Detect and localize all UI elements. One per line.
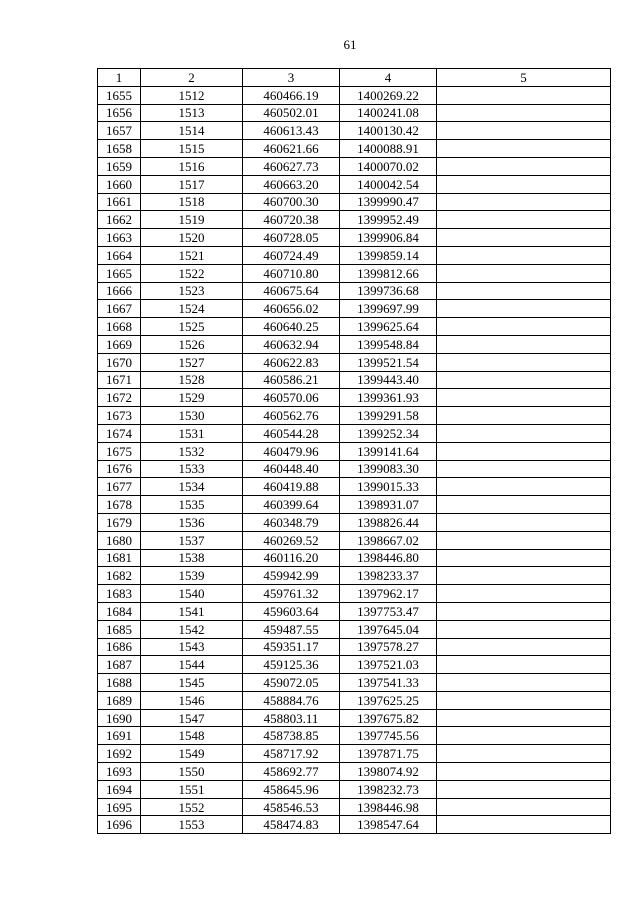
cell-note — [437, 780, 611, 798]
cell-point-number: 1696 — [98, 816, 141, 834]
cell-note — [437, 335, 611, 353]
cell-index: 1550 — [141, 763, 243, 781]
cell-y-coordinate: 1399906.84 — [340, 229, 437, 247]
table-row — [98, 318, 611, 336]
cell-point-number: 1660 — [98, 175, 141, 193]
cell-point-number: 1674 — [98, 424, 141, 442]
cell-point-number: 1666 — [98, 282, 141, 300]
cell-x-coordinate: 460700.30 — [243, 193, 340, 211]
cell-y-coordinate: 1399548.84 — [340, 335, 437, 353]
table-row — [98, 816, 611, 834]
cell-index: 1540 — [141, 585, 243, 603]
cell-y-coordinate: 1399990.47 — [340, 193, 437, 211]
cell-x-coordinate: 458546.53 — [243, 798, 340, 816]
column-header-2: 2 — [141, 69, 243, 87]
cell-y-coordinate: 1399736.68 — [340, 282, 437, 300]
cell-index: 1514 — [141, 122, 243, 140]
column-header-1: 1 — [98, 69, 141, 87]
cell-y-coordinate: 1399859.14 — [340, 246, 437, 264]
cell-note — [437, 691, 611, 709]
table-row — [98, 745, 611, 763]
cell-y-coordinate: 1397745.56 — [340, 727, 437, 745]
cell-point-number: 1658 — [98, 140, 141, 158]
cell-note — [437, 620, 611, 638]
cell-y-coordinate: 1398826.44 — [340, 513, 437, 531]
table-row — [98, 193, 611, 211]
cell-point-number: 1692 — [98, 745, 141, 763]
cell-point-number: 1686 — [98, 638, 141, 656]
cell-x-coordinate: 459487.55 — [243, 620, 340, 638]
cell-note — [437, 282, 611, 300]
cell-point-number: 1671 — [98, 371, 141, 389]
cell-point-number: 1679 — [98, 513, 141, 531]
table-row — [98, 264, 611, 282]
cell-index: 1536 — [141, 513, 243, 531]
cell-y-coordinate: 1398446.80 — [340, 549, 437, 567]
cell-x-coordinate: 458474.83 — [243, 816, 340, 834]
cell-index: 1544 — [141, 656, 243, 674]
cell-y-coordinate: 1400241.08 — [340, 104, 437, 122]
table-row — [98, 691, 611, 709]
cell-y-coordinate: 1399443.40 — [340, 371, 437, 389]
table-row — [98, 211, 611, 229]
cell-y-coordinate: 1400070.02 — [340, 157, 437, 175]
cell-x-coordinate: 460570.06 — [243, 389, 340, 407]
table-row — [98, 656, 611, 674]
cell-y-coordinate: 1400130.42 — [340, 122, 437, 140]
column-header-5: 5 — [437, 69, 611, 87]
cell-x-coordinate: 458645.96 — [243, 780, 340, 798]
cell-x-coordinate: 460544.28 — [243, 424, 340, 442]
cell-x-coordinate: 460622.83 — [243, 353, 340, 371]
cell-index: 1534 — [141, 478, 243, 496]
cell-note — [437, 442, 611, 460]
cell-point-number: 1661 — [98, 193, 141, 211]
cell-note — [437, 140, 611, 158]
cell-x-coordinate: 459125.36 — [243, 656, 340, 674]
cell-note — [437, 798, 611, 816]
table-row — [98, 513, 611, 531]
cell-note — [437, 389, 611, 407]
cell-point-number: 1656 — [98, 104, 141, 122]
table-row — [98, 531, 611, 549]
cell-index: 1525 — [141, 318, 243, 336]
cell-note — [437, 478, 611, 496]
table-row — [98, 335, 611, 353]
table-row — [98, 442, 611, 460]
cell-y-coordinate: 1398667.02 — [340, 531, 437, 549]
cell-y-coordinate: 1398931.07 — [340, 496, 437, 514]
table-row — [98, 549, 611, 567]
table-row — [98, 246, 611, 264]
cell-x-coordinate: 460710.80 — [243, 264, 340, 282]
cell-note — [437, 638, 611, 656]
cell-index: 1533 — [141, 460, 243, 478]
cell-index: 1518 — [141, 193, 243, 211]
table-row — [98, 122, 611, 140]
cell-note — [437, 496, 611, 514]
cell-index: 1517 — [141, 175, 243, 193]
cell-x-coordinate: 458803.11 — [243, 709, 340, 727]
cell-x-coordinate: 459351.17 — [243, 638, 340, 656]
cell-y-coordinate: 1399625.64 — [340, 318, 437, 336]
table-row — [98, 407, 611, 425]
table-row — [98, 567, 611, 585]
cell-x-coordinate: 460448.40 — [243, 460, 340, 478]
column-header-4: 4 — [340, 69, 437, 87]
cell-index: 1546 — [141, 691, 243, 709]
cell-y-coordinate: 1400088.91 — [340, 140, 437, 158]
cell-point-number: 1683 — [98, 585, 141, 603]
cell-note — [437, 229, 611, 247]
cell-index: 1528 — [141, 371, 243, 389]
cell-x-coordinate: 460627.73 — [243, 157, 340, 175]
cell-note — [437, 86, 611, 104]
cell-note — [437, 585, 611, 603]
cell-note — [437, 424, 611, 442]
cell-x-coordinate: 460502.01 — [243, 104, 340, 122]
cell-point-number: 1682 — [98, 567, 141, 585]
cell-y-coordinate: 1397645.04 — [340, 620, 437, 638]
cell-note — [437, 602, 611, 620]
cell-index: 1538 — [141, 549, 243, 567]
table-row — [98, 496, 611, 514]
cell-x-coordinate: 460419.88 — [243, 478, 340, 496]
table-body — [98, 86, 611, 833]
cell-y-coordinate: 1398233.37 — [340, 567, 437, 585]
cell-index: 1516 — [141, 157, 243, 175]
cell-index: 1551 — [141, 780, 243, 798]
cell-point-number: 1695 — [98, 798, 141, 816]
cell-index: 1515 — [141, 140, 243, 158]
cell-index: 1529 — [141, 389, 243, 407]
cell-y-coordinate: 1399361.93 — [340, 389, 437, 407]
cell-point-number: 1684 — [98, 602, 141, 620]
cell-index: 1553 — [141, 816, 243, 834]
cell-index: 1512 — [141, 86, 243, 104]
cell-note — [437, 104, 611, 122]
cell-x-coordinate: 460728.05 — [243, 229, 340, 247]
cell-point-number: 1668 — [98, 318, 141, 336]
cell-x-coordinate: 460656.02 — [243, 300, 340, 318]
cell-index: 1521 — [141, 246, 243, 264]
cell-point-number: 1681 — [98, 549, 141, 567]
cell-point-number: 1663 — [98, 229, 141, 247]
cell-x-coordinate: 460640.25 — [243, 318, 340, 336]
cell-x-coordinate: 458717.92 — [243, 745, 340, 763]
table-row — [98, 478, 611, 496]
cell-point-number: 1657 — [98, 122, 141, 140]
coordinates-table — [97, 68, 611, 834]
cell-note — [437, 175, 611, 193]
table-row — [98, 282, 611, 300]
table-row — [98, 371, 611, 389]
cell-point-number: 1675 — [98, 442, 141, 460]
cell-x-coordinate: 460348.79 — [243, 513, 340, 531]
cell-note — [437, 656, 611, 674]
cell-index: 1539 — [141, 567, 243, 585]
table-row — [98, 175, 611, 193]
cell-index: 1541 — [141, 602, 243, 620]
cell-y-coordinate: 1397675.82 — [340, 709, 437, 727]
cell-note — [437, 549, 611, 567]
cell-x-coordinate: 460466.19 — [243, 86, 340, 104]
cell-point-number: 1687 — [98, 656, 141, 674]
column-header-3: 3 — [243, 69, 340, 87]
cell-index: 1537 — [141, 531, 243, 549]
cell-point-number: 1680 — [98, 531, 141, 549]
cell-point-number: 1667 — [98, 300, 141, 318]
cell-index: 1523 — [141, 282, 243, 300]
table-header-row — [98, 69, 611, 87]
cell-y-coordinate: 1397753.47 — [340, 602, 437, 620]
table-row — [98, 620, 611, 638]
cell-point-number: 1670 — [98, 353, 141, 371]
cell-y-coordinate: 1399291.58 — [340, 407, 437, 425]
cell-note — [437, 193, 611, 211]
cell-x-coordinate: 460621.66 — [243, 140, 340, 158]
table-row — [98, 140, 611, 158]
cell-note — [437, 157, 611, 175]
cell-note — [437, 816, 611, 834]
cell-x-coordinate: 460720.38 — [243, 211, 340, 229]
cell-y-coordinate: 1399697.99 — [340, 300, 437, 318]
cell-point-number: 1673 — [98, 407, 141, 425]
table-row — [98, 353, 611, 371]
table-row — [98, 763, 611, 781]
cell-y-coordinate: 1397962.17 — [340, 585, 437, 603]
cell-y-coordinate: 1397871.75 — [340, 745, 437, 763]
cell-y-coordinate: 1400269.22 — [340, 86, 437, 104]
cell-x-coordinate: 458692.77 — [243, 763, 340, 781]
cell-note — [437, 460, 611, 478]
cell-x-coordinate: 460586.21 — [243, 371, 340, 389]
table-row — [98, 86, 611, 104]
cell-index: 1542 — [141, 620, 243, 638]
table-row — [98, 229, 611, 247]
cell-note — [437, 407, 611, 425]
cell-index: 1549 — [141, 745, 243, 763]
cell-index: 1547 — [141, 709, 243, 727]
cell-note — [437, 531, 611, 549]
table-row — [98, 460, 611, 478]
table-row — [98, 780, 611, 798]
cell-note — [437, 246, 611, 264]
cell-note — [437, 674, 611, 692]
cell-x-coordinate: 460562.76 — [243, 407, 340, 425]
cell-point-number: 1669 — [98, 335, 141, 353]
cell-y-coordinate: 1398547.64 — [340, 816, 437, 834]
cell-point-number: 1694 — [98, 780, 141, 798]
cell-y-coordinate: 1399252.34 — [340, 424, 437, 442]
cell-index: 1531 — [141, 424, 243, 442]
cell-index: 1527 — [141, 353, 243, 371]
cell-point-number: 1672 — [98, 389, 141, 407]
cell-x-coordinate: 458884.76 — [243, 691, 340, 709]
cell-point-number: 1693 — [98, 763, 141, 781]
cell-index: 1526 — [141, 335, 243, 353]
cell-y-coordinate: 1399141.64 — [340, 442, 437, 460]
cell-y-coordinate: 1397625.25 — [340, 691, 437, 709]
cell-point-number: 1665 — [98, 264, 141, 282]
cell-x-coordinate: 460675.64 — [243, 282, 340, 300]
table-row — [98, 638, 611, 656]
cell-note — [437, 513, 611, 531]
cell-note — [437, 567, 611, 585]
cell-x-coordinate: 459072.05 — [243, 674, 340, 692]
cell-y-coordinate: 1397521.03 — [340, 656, 437, 674]
cell-x-coordinate: 460479.96 — [243, 442, 340, 460]
cell-y-coordinate: 1398446.98 — [340, 798, 437, 816]
cell-x-coordinate: 460269.52 — [243, 531, 340, 549]
table-row — [98, 727, 611, 745]
table-row — [98, 585, 611, 603]
cell-point-number: 1677 — [98, 478, 141, 496]
cell-note — [437, 745, 611, 763]
cell-point-number: 1688 — [98, 674, 141, 692]
cell-index: 1513 — [141, 104, 243, 122]
table-row — [98, 104, 611, 122]
cell-index: 1545 — [141, 674, 243, 692]
cell-x-coordinate: 460116.20 — [243, 549, 340, 567]
cell-point-number: 1655 — [98, 86, 141, 104]
cell-x-coordinate: 460399.64 — [243, 496, 340, 514]
cell-note — [437, 122, 611, 140]
cell-x-coordinate: 459942.99 — [243, 567, 340, 585]
cell-index: 1520 — [141, 229, 243, 247]
cell-note — [437, 353, 611, 371]
cell-index: 1543 — [141, 638, 243, 656]
table-row — [98, 424, 611, 442]
table-row — [98, 389, 611, 407]
cell-point-number: 1691 — [98, 727, 141, 745]
table-row — [98, 798, 611, 816]
cell-y-coordinate: 1399015.33 — [340, 478, 437, 496]
table-row — [98, 602, 611, 620]
table-row — [98, 674, 611, 692]
cell-y-coordinate: 1398074.92 — [340, 763, 437, 781]
cell-y-coordinate: 1397578.27 — [340, 638, 437, 656]
cell-note — [437, 264, 611, 282]
cell-x-coordinate: 458738.85 — [243, 727, 340, 745]
page-number: 61 — [343, 37, 357, 52]
cell-point-number: 1690 — [98, 709, 141, 727]
cell-index: 1532 — [141, 442, 243, 460]
cell-note — [437, 318, 611, 336]
cell-x-coordinate: 460613.43 — [243, 122, 340, 140]
cell-index: 1524 — [141, 300, 243, 318]
cell-y-coordinate: 1399521.54 — [340, 353, 437, 371]
cell-note — [437, 371, 611, 389]
cell-index: 1548 — [141, 727, 243, 745]
cell-y-coordinate: 1399952.49 — [340, 211, 437, 229]
table-row — [98, 157, 611, 175]
cell-note — [437, 300, 611, 318]
cell-note — [437, 211, 611, 229]
cell-y-coordinate: 1400042.54 — [340, 175, 437, 193]
cell-note — [437, 709, 611, 727]
cell-point-number: 1689 — [98, 691, 141, 709]
cell-y-coordinate: 1399083.30 — [340, 460, 437, 478]
cell-point-number: 1664 — [98, 246, 141, 264]
cell-index: 1522 — [141, 264, 243, 282]
cell-index: 1552 — [141, 798, 243, 816]
cell-index: 1535 — [141, 496, 243, 514]
cell-x-coordinate: 459761.32 — [243, 585, 340, 603]
cell-point-number: 1685 — [98, 620, 141, 638]
cell-point-number: 1659 — [98, 157, 141, 175]
cell-y-coordinate: 1397541.33 — [340, 674, 437, 692]
cell-point-number: 1676 — [98, 460, 141, 478]
cell-note — [437, 727, 611, 745]
cell-index: 1530 — [141, 407, 243, 425]
cell-x-coordinate: 460663.20 — [243, 175, 340, 193]
cell-x-coordinate: 460724.49 — [243, 246, 340, 264]
cell-note — [437, 763, 611, 781]
cell-point-number: 1678 — [98, 496, 141, 514]
table-row — [98, 300, 611, 318]
cell-x-coordinate: 460632.94 — [243, 335, 340, 353]
cell-y-coordinate: 1398232.73 — [340, 780, 437, 798]
cell-x-coordinate: 459603.64 — [243, 602, 340, 620]
cell-y-coordinate: 1399812.66 — [340, 264, 437, 282]
cell-index: 1519 — [141, 211, 243, 229]
cell-point-number: 1662 — [98, 211, 141, 229]
table-row — [98, 709, 611, 727]
